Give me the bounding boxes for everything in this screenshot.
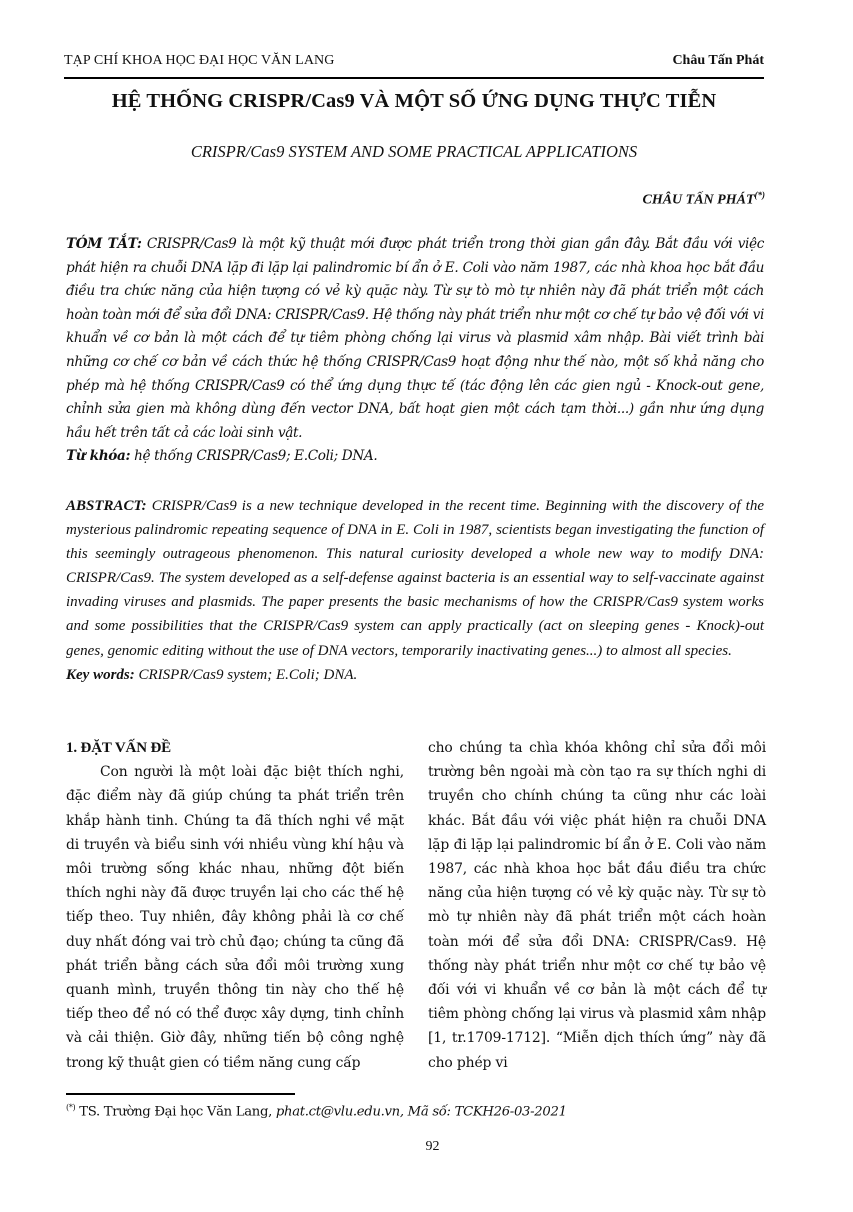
author-footnote-marker: (*) — [754, 190, 765, 200]
keywords-en-text: CRISPR/Cas9 system; E.Coli; DNA. — [134, 666, 358, 683]
author-name: CHÂU TẤN PHÁT — [642, 192, 755, 208]
journal-name: TẠP CHÍ KHOA HỌC ĐẠI HỌC VĂN LANG — [64, 53, 335, 68]
body-paragraph-right: cho chúng ta chìa khóa không chỉ sửa đổi môi trường bên ngoài mà còn tạo ra sự thích nghi di truyền cho chính chúng ta cũng như các loài khác. Bắt đầu với việc phát hiện ra chuỗi DNA lặp đi lặp lại palindromic bí ẩn ở E. Coli vào năm 1987, các nhà khoa học bắt đầu điều tra chức năng của hiện tượng có vẻ kỳ quặc này. Từ sự tò mò tự nhiên này đã phát triển một cách hoàn toàn mới để sửa đổi DNA: CRISPR/Cas9. Hệ thống này phát triển như một cơ chế tự bảo vệ đối với vi khuẩn về cơ bản là một cách để tự tiêm phòng chống lại virus và plasmid xâm nhập [1, tr.1709-1712]. “Miễn dịch thích ứng” này đã cho phép vi — [428, 740, 766, 1071]
body-column-right — [428, 736, 766, 1075]
abstract-vietnamese — [66, 233, 764, 469]
paper-subtitle: CRISPR/Cas9 SYSTEM AND SOME PRACTICAL APPLICATIONS — [190, 142, 638, 161]
footnote — [66, 1103, 567, 1119]
abstract-en-label: ABSTRACT: — [66, 498, 147, 514]
running-header — [64, 53, 764, 79]
footnote-divider — [66, 1093, 295, 1095]
footnote-affiliation: TS. Trường Đại học Văn Lang, — [75, 1104, 276, 1120]
author-line — [642, 190, 765, 209]
running-author: Châu Tấn Phát — [672, 53, 764, 68]
section-heading: 1. ĐẶT VẤN ĐỀ — [66, 740, 172, 756]
abstract-vi-text: CRISPR/Cas9 là một kỹ thuật mới được phát triển trong thời gian gần đây. Bắt đầu với việc phát hiện ra chuỗi DNA lặp đi lặp lại palindromic bí ẩn ở E. Coli vào năm 1987, các nhà khoa học bắt đầu điều tra chức năng của hiện tượng có vẻ kỳ quặc này. Từ sự tò mò tự nhiên này đã phát triển một cách hoàn toàn mới để sửa đổi DNA: CRISPR/Cas9. Hệ thống này phát triển như một cơ chế tự bảo vệ đối với vi khuẩn về cơ bản là một cách để tự tiêm phòng chống lại virus và plasmid xâm nhập. Bài viết trình bài những cơ chế cơ bản về cách thức hệ thống CRISPR/Cas9 hoạt động như thế nào, một số khả năng cho phép mà hệ thống CRISPR/Cas9 có thể ứng dụng thực tế (tác động lên các gien ngủ - Knock-out gene, chỉnh sửa gien mà không dùng đến vector DNA, bất hoạt gien một cách tạm thời...) gần như ứng dụng hầu hết trên tất cả các loài sinh vật. — [66, 236, 764, 441]
body-column-left — [66, 736, 404, 1075]
paper-title: HỆ THỐNG CRISPR/Cas9 VÀ MỘT SỐ ỨNG DỤNG THỰC TIỄN — [111, 90, 717, 112]
footnote-marker: (*) — [66, 1103, 76, 1112]
keywords-en-label: Key words: — [66, 666, 135, 683]
footnote-email-code: phat.ct@vlu.edu.vn, Mã số: TCKH26-03-2021 — [275, 1104, 567, 1120]
abstract-vi-label: TÓM TẮT: — [66, 236, 142, 252]
page-number: 92 — [425, 1139, 440, 1154]
abstract-en-text: CRISPR/Cas9 is a new technique developed in the recent time. Beginning with the discovery of the mysterious palindromic repeating sequence of DNA in E. Coli in 1987, scientists began investigating the function of this seemingly outrageous phenomenon. This natural curiosity developed a whole new way to modify DNA: CRISPR/Cas9. The system developed as a self-defense against bacteria is an essential way to self-vaccinate against invading viruses and plasmids. The paper presents the basic mechanisms of how the CRISPR/Cas9 system works and some possibilities that the CRISPR/Cas9 system can apply practically (act on sleeping genes - Knock)-out genes, genomic editing without the use of DNA vectors, temporarily inactivating genes...) to almost all species. — [66, 498, 764, 659]
body-paragraph-left: Con người là một loài đặc biệt thích nghi, đặc điểm này đã giúp chúng ta phát triển trên khắp hành tinh. Chúng ta đã thích nghi về mặt di truyền và biểu sinh với nhiều vùng khí hậu và môi trường sống khác nhau, những đột biến thích nghi này đã được truyền lại cho các thế hệ tiếp theo. Tuy nhiên, đây không phải là cơ chế duy nhất đóng vai trò chủ đạo; chúng ta cũng đã phát triển bằng cách sửa đổi môi trường xung quanh mình, truyền thông tin này cho thế hệ tiếp theo để nó có thể được xây dựng, tinh chỉnh và cải thiện. Giờ đây, những tiến bộ công nghệ trong kỹ thuật gien có tiềm năng cung cấp — [66, 764, 404, 1071]
abstract-english — [66, 494, 764, 687]
keywords-vi-label: Từ khóa: — [66, 448, 131, 465]
keywords-vi-text: hệ thống CRISPR/Cas9; E.Coli; DNA. — [130, 448, 378, 465]
